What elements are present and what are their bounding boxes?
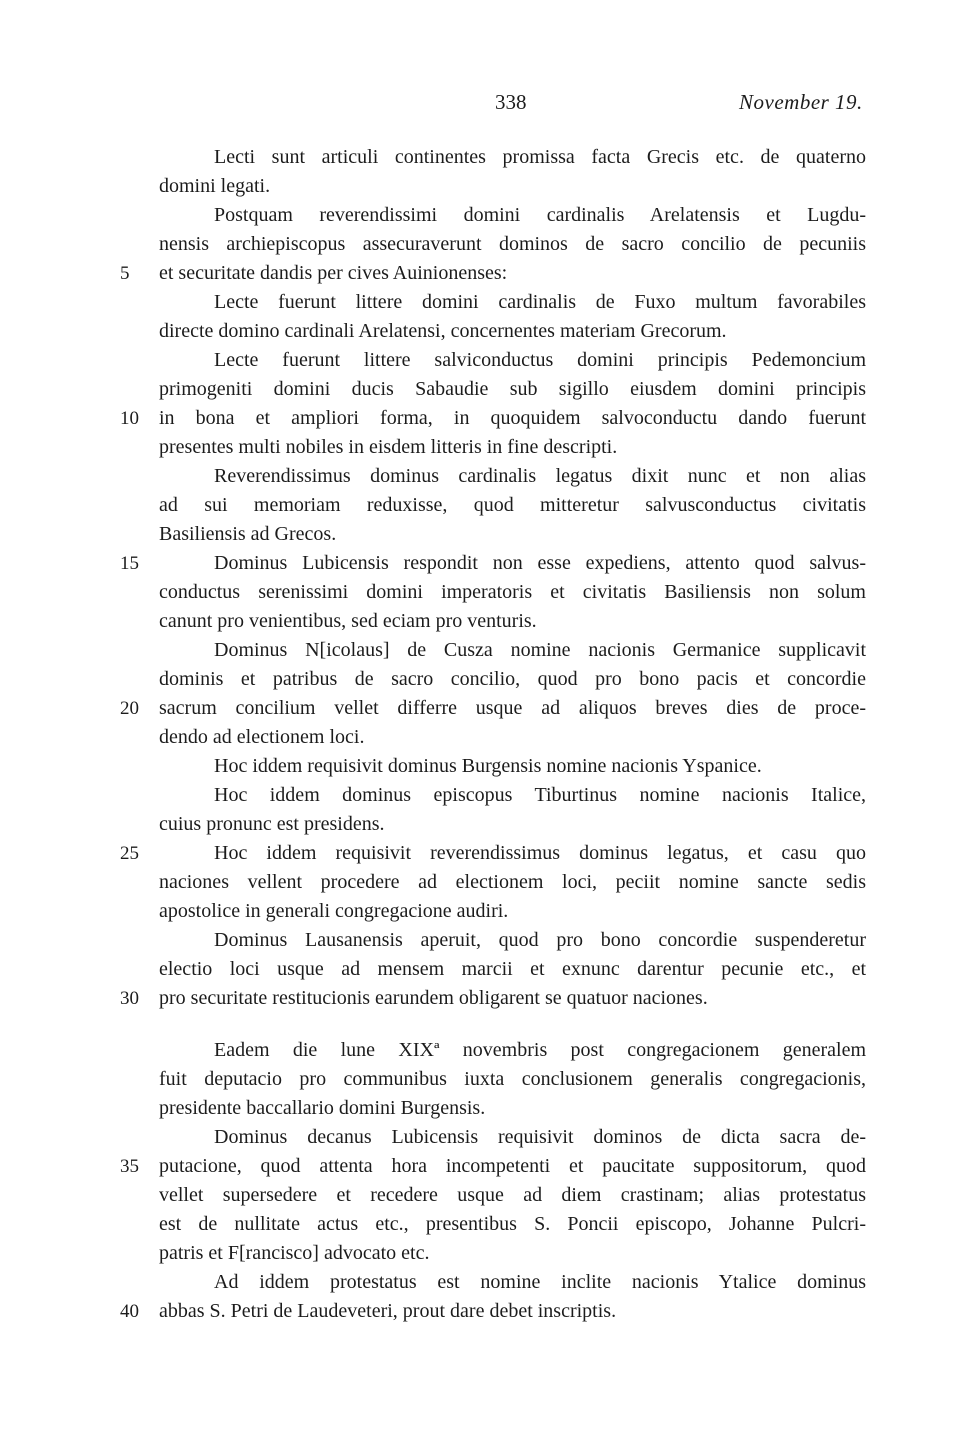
line-text: Eadem die lune XIXª novembris post congregacionem generalem xyxy=(214,1039,866,1061)
running-head: November 19. xyxy=(739,90,863,114)
line-text: directe domino cardinali Arelatensi, concernentes materiam Grecorum. xyxy=(159,320,727,342)
text-line xyxy=(0,520,960,549)
line-number: 5 xyxy=(120,263,130,284)
text-line xyxy=(0,433,960,462)
text-body xyxy=(0,143,960,1326)
text-line xyxy=(0,578,960,607)
text-line xyxy=(0,868,960,897)
text-line xyxy=(0,1297,960,1326)
line-text: ad sui memoriam reduxisse, quod mitteretur salvusconductus civitatis xyxy=(159,494,866,516)
line-text: patris et F[rancisco] advocato etc. xyxy=(159,1242,430,1264)
line-text: abbas S. Petri de Laudeveteri, prout dare debet inscriptis. xyxy=(159,1300,617,1322)
line-text: Reverendissimus dominus cardinalis legatus dixit nunc et non alias xyxy=(214,465,866,487)
line-number: 30 xyxy=(120,988,139,1009)
line-text: apostolice in generali congregacione audiri. xyxy=(159,900,509,922)
line-number: 40 xyxy=(120,1301,139,1322)
text-line xyxy=(0,259,960,288)
line-text: Basiliensis ad Grecos. xyxy=(159,523,337,545)
text-line xyxy=(0,346,960,375)
line-text: Dominus decanus Lubicensis requisivit dominos de dicta sacra de- xyxy=(214,1126,866,1148)
text-line xyxy=(0,897,960,926)
line-text: fuit deputacio pro communibus iuxta conclusionem generalis congregacionis, xyxy=(159,1068,866,1090)
text-line xyxy=(0,1239,960,1268)
text-line xyxy=(0,810,960,839)
line-text: pro securitate restitucionis earundem obligarent se quatuor naciones. xyxy=(159,987,708,1009)
line-text: electio loci usque ad mensem marcii et exnunc darentur pecunie etc., et xyxy=(159,958,866,980)
line-text: dendo ad electionem loci. xyxy=(159,726,365,748)
line-text: dominis et patribus de sacro concilio, quod pro bono pacis et concordie xyxy=(159,668,866,690)
text-line xyxy=(0,752,960,781)
line-text: Lecte fuerunt littere salviconductus domini principis Pedemoncium xyxy=(214,349,866,371)
line-number: 25 xyxy=(120,843,139,864)
line-text: est de nullitate actus etc., presentibus S. Poncii episcopo, Johanne Pulcri- xyxy=(159,1213,866,1235)
line-number: 10 xyxy=(120,408,139,429)
text-line xyxy=(0,694,960,723)
line-text: Lecti sunt articuli continentes promissa facta Grecis etc. de quaterno xyxy=(214,146,866,168)
line-text: Dominus Lubicensis respondit non esse expediens, attento quod salvus- xyxy=(214,552,866,574)
line-text: conductus serenissimi domini imperatoris et civitatis Basiliensis non solum xyxy=(159,581,866,603)
line-text: nensis archiepiscopus assecuraverunt dominos de sacro concilio de pecuniis xyxy=(159,233,866,255)
line-text: Hoc iddem requisivit dominus Burgensis nomine nacionis Yspanice. xyxy=(214,755,762,777)
text-line xyxy=(0,1268,960,1297)
line-text: Postquam reverendissimi domini cardinalis Arelatensis et Lugdu- xyxy=(214,204,866,226)
text-line xyxy=(0,636,960,665)
text-line xyxy=(0,1210,960,1239)
text-line xyxy=(0,317,960,346)
line-text: naciones vellent procedere ad electionem loci, peciit nomine sancte sedis xyxy=(159,871,866,893)
text-line xyxy=(0,201,960,230)
text-line xyxy=(0,1123,960,1152)
text-line xyxy=(0,926,960,955)
line-text: Dominus Lausanensis aperuit, quod pro bono concordie suspenderetur xyxy=(214,929,866,951)
line-text: Hoc iddem dominus episcopus Tiburtinus nomine nacionis Italice, xyxy=(214,784,866,806)
text-line xyxy=(0,723,960,752)
line-text: presentes multi nobiles in eisdem litteris in fine descripti. xyxy=(159,436,618,458)
line-text: presidente baccallario domini Burgensis. xyxy=(159,1097,486,1119)
line-text: sacrum concilium vellet differre usque ad aliquos breves dies de proce- xyxy=(159,697,866,719)
text-line xyxy=(0,230,960,259)
text-line xyxy=(0,1036,960,1065)
text-line xyxy=(0,1152,960,1181)
paragraph-gap xyxy=(0,1013,960,1036)
text-line xyxy=(0,1181,960,1210)
line-text: et securitate dandis per cives Auinionenses: xyxy=(159,262,508,284)
line-text: putacione, quod attenta hora incompetenti et paucitate suppositorum, quod xyxy=(159,1155,866,1177)
text-line xyxy=(0,462,960,491)
line-number: 15 xyxy=(120,553,139,574)
text-line xyxy=(0,375,960,404)
line-text: in bona et ampliori forma, in quoquidem salvoconductu dando fuerunt xyxy=(159,407,866,429)
text-line xyxy=(0,955,960,984)
line-number: 20 xyxy=(120,698,139,719)
page-number: 338 xyxy=(495,90,527,114)
text-line xyxy=(0,607,960,636)
line-text: Ad iddem protestatus est nomine inclite nacionis Ytalice dominus xyxy=(214,1271,866,1293)
line-number: 35 xyxy=(120,1156,139,1177)
text-line xyxy=(0,172,960,201)
text-line xyxy=(0,143,960,172)
line-text: Hoc iddem requisivit reverendissimus dominus legatus, et casu quo xyxy=(214,842,866,864)
line-text: primogeniti domini ducis Sabaudie sub sigillo eiusdem domini principis xyxy=(159,378,866,400)
text-line xyxy=(0,491,960,520)
line-text: vellet supersedere et recedere usque ad diem crastinam; alias protestatus xyxy=(159,1184,866,1206)
line-text: canunt pro venientibus, sed eciam pro venturis. xyxy=(159,610,537,632)
line-text: cuius pronunc est presidens. xyxy=(159,813,385,835)
line-text: Dominus N[icolaus] de Cusza nomine nacionis Germanice supplicavit xyxy=(214,639,866,661)
text-line xyxy=(0,984,960,1013)
text-line xyxy=(0,665,960,694)
line-text: domini legati. xyxy=(159,175,271,197)
text-line xyxy=(0,549,960,578)
text-line xyxy=(0,404,960,433)
text-line xyxy=(0,1094,960,1123)
text-line xyxy=(0,1065,960,1094)
text-line xyxy=(0,839,960,868)
page-header xyxy=(0,90,960,118)
text-line xyxy=(0,781,960,810)
line-text: Lecte fuerunt littere domini cardinalis de Fuxo multum favorabiles xyxy=(214,291,866,313)
text-line xyxy=(0,288,960,317)
